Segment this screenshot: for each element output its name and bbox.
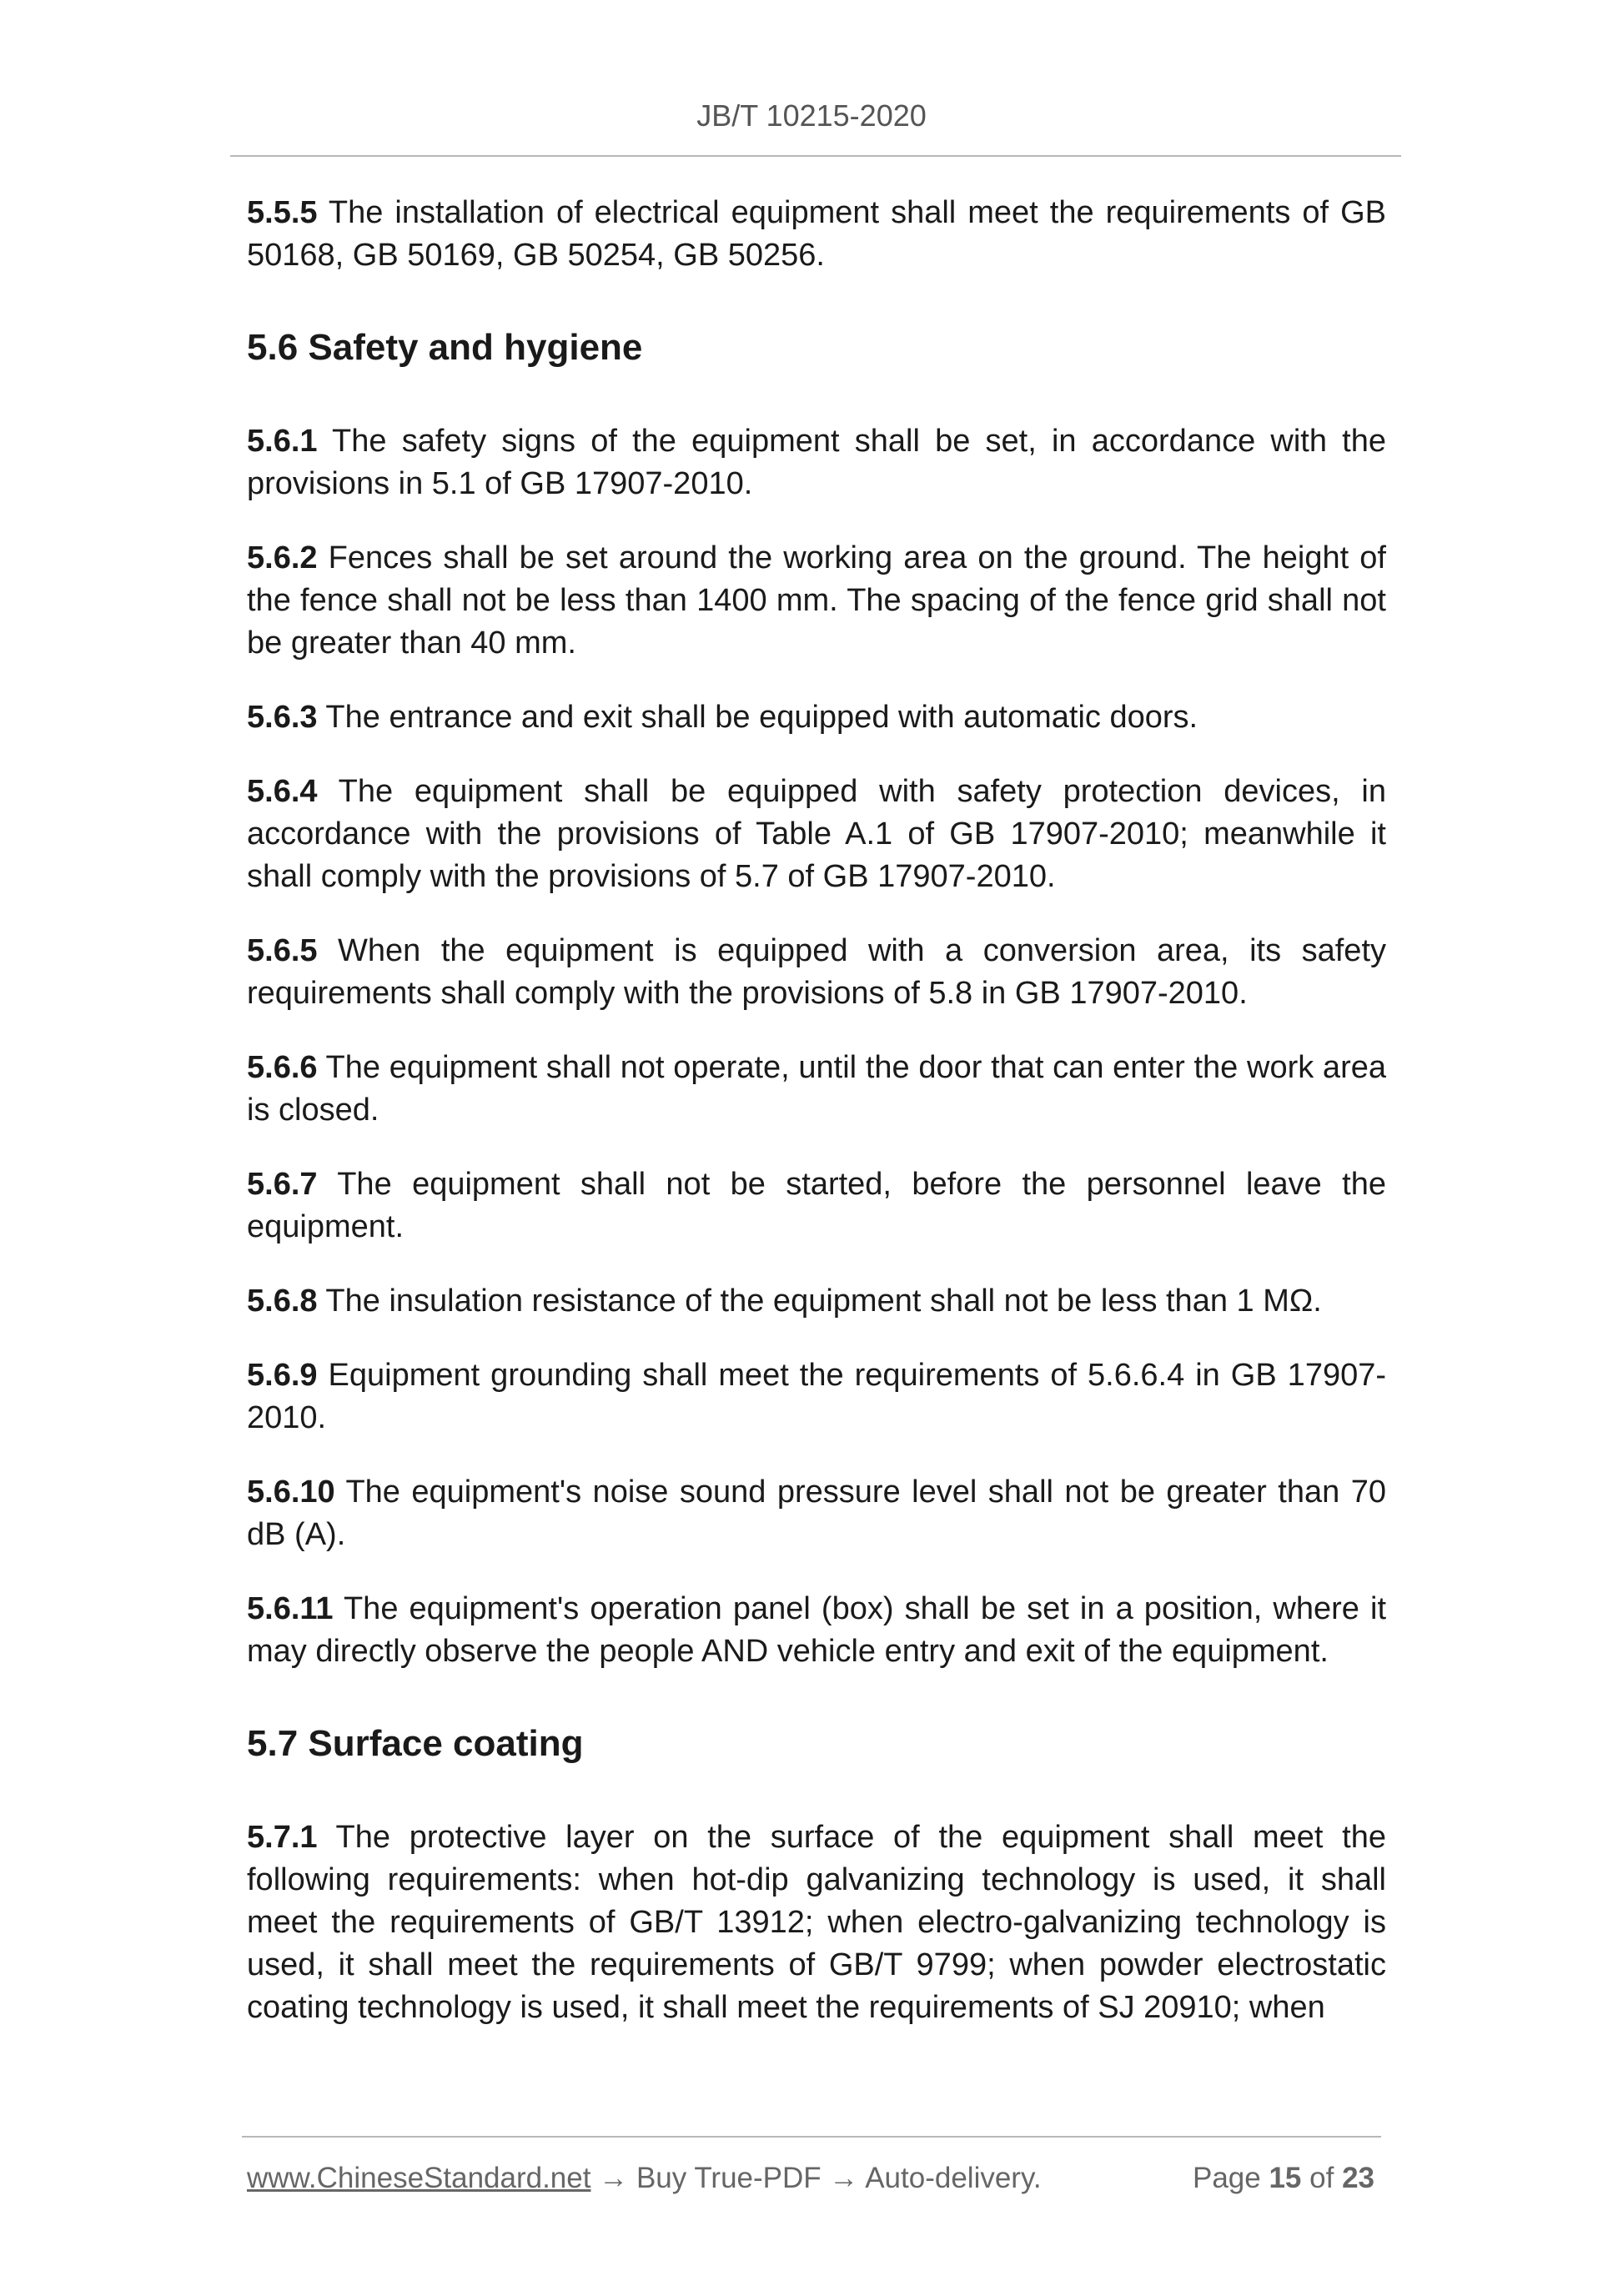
clause-5-6-3 — [247, 696, 1386, 739]
delivery-text: Auto-delivery. — [865, 2162, 1042, 2194]
section-heading-5-7: 5.7 Surface coating — [247, 1723, 584, 1764]
clause-number: 5.6.4 — [247, 774, 318, 809]
page-current: 15 — [1269, 2162, 1302, 2194]
page-of: of — [1309, 2162, 1334, 2194]
clause-text: The equipment shall be equipped with safety protection devices, in accordance with the provisions of Table A.1 of GB 17907-2010; meanwhile it shall comply with the provisions of 5.7 of GB 17907-2010. — [247, 774, 1386, 894]
clause-number: 5.6.6 — [247, 1050, 318, 1085]
document-body — [247, 192, 1386, 2061]
clause-5-6-9 — [247, 1354, 1386, 1439]
clause-5-6-8 — [247, 1280, 1386, 1323]
page-indicator — [1193, 2162, 1374, 2195]
clause-5-6-11 — [247, 1588, 1386, 1673]
footer-promo — [247, 2162, 1042, 2195]
clause-text: The protective layer on the surface of the equipment shall meet the following requirements: when hot-dip galvanizing technology is used, it shall meet the requirements of GB/T 13912; when electro-galvanizing technology is used, it shall meet the requirements of GB/T 9799; when powder electrostatic coating technology is used, it shall meet the requirements of SJ 20910; when — [247, 1820, 1386, 2025]
clause-text: The equipment's operation panel (box) shall be set in a position, where it may directly observe the people AND vehicle entry and exit of the equipment. — [247, 1591, 1387, 1669]
clause-5-6-5 — [247, 930, 1386, 1015]
header-divider — [230, 155, 1401, 157]
clause-5-6-10 — [247, 1471, 1386, 1556]
arrow-right-icon: → — [829, 2162, 859, 2194]
clause-text: When the equipment is equipped with a conversion area, its safety requirements shall comply with the provisions of 5.8 in GB 17907-2010. — [247, 933, 1386, 1011]
clause-number: 5.6.5 — [247, 933, 318, 968]
clause-text: Equipment grounding shall meet the requirements of 5.6.6.4 in GB 17907-2010. — [247, 1358, 1387, 1435]
clause-text: The insulation resistance of the equipment shall not be less than 1 MΩ. — [325, 1284, 1322, 1319]
page-label: Page — [1192, 2162, 1261, 2194]
clause-text: The safety signs of the equipment shall be set, in accordance with the provisions in 5.1 of GB 17907-2010. — [247, 424, 1387, 501]
clause-number: 5.6.10 — [247, 1475, 335, 1510]
clause-number: 5.6.1 — [247, 424, 318, 459]
buy-text: Buy True-PDF — [636, 2162, 822, 2194]
clause-text: The installation of electrical equipment shall meet the requirements of GB 50168, GB 50169, GB 50254, GB 50256. — [247, 195, 1387, 273]
clause-number: 5.6.3 — [247, 700, 318, 735]
clause-number: 5.6.2 — [247, 540, 318, 575]
clause-5-7-1 — [247, 1816, 1386, 2029]
clause-text: The equipment shall not operate, until the door that can enter the work area is closed. — [247, 1050, 1386, 1128]
clause-number: 5.6.11 — [247, 1591, 334, 1626]
clause-text: The equipment shall not be started, before the personnel leave the equipment. — [247, 1167, 1386, 1244]
clause-text: The entrance and exit shall be equipped with automatic doors. — [325, 700, 1198, 735]
clause-5-6-1 — [247, 420, 1386, 505]
clause-number: 5.5.5 — [247, 195, 318, 230]
clause-number: 5.6.7 — [247, 1167, 318, 1202]
section-heading-5-6: 5.6 Safety and hygiene — [247, 327, 643, 368]
clause-5-6-6 — [247, 1047, 1386, 1132]
website-link[interactable]: www.ChineseStandard.net — [247, 2162, 591, 2194]
clause-number: 5.6.8 — [247, 1284, 318, 1319]
arrow-right-icon: → — [599, 2162, 629, 2194]
clause-text: Fences shall be set around the working area on the ground. The height of the fence shall not be less than 1400 mm. The spacing of the fence grid shall not be greater than 40 mm. — [247, 540, 1386, 661]
clause-5-6-7 — [247, 1163, 1386, 1248]
clause-number: 5.6.9 — [247, 1358, 318, 1393]
clause-5-6-2 — [247, 537, 1386, 665]
clause-text: The equipment's noise sound pressure level shall not be greater than 70 dB (A). — [247, 1475, 1386, 1552]
page-total: 23 — [1342, 2162, 1374, 2194]
clause-5-6-4 — [247, 771, 1386, 898]
document-header: JB/T 10215-2020 — [696, 98, 927, 133]
clause-5-5-5 — [247, 192, 1386, 277]
clause-number: 5.7.1 — [247, 1820, 318, 1855]
footer-divider — [242, 2136, 1381, 2138]
